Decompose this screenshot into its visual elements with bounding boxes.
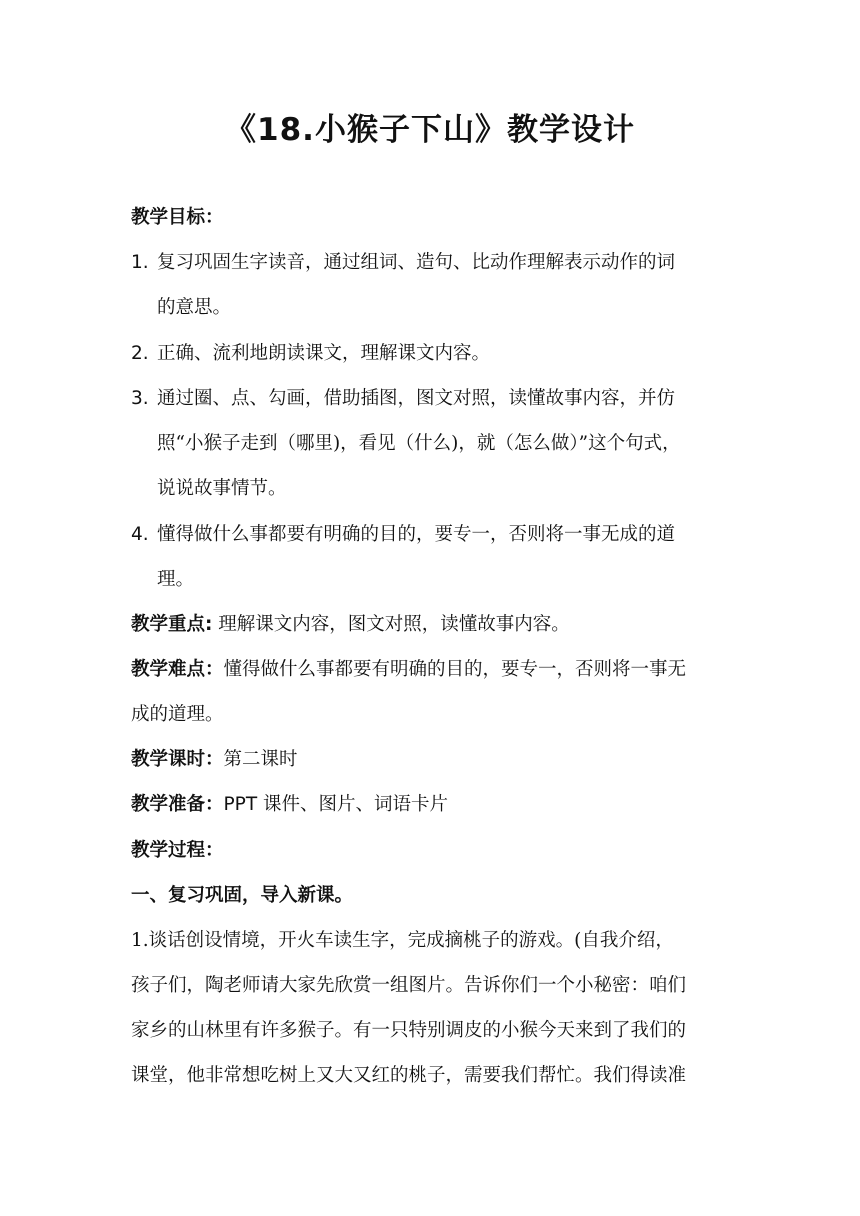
objective-line: 复习巩固生字读音，通过组词、造句、比动作理解表示动作的词 — [157, 252, 676, 273]
objective-line: 说说故事情节。 — [157, 478, 287, 499]
preparation — [131, 792, 448, 818]
objective-number: 3. — [131, 388, 149, 409]
section-heading: 一、复习巩固，导入新课。 — [131, 885, 354, 906]
objective-line: 正确、流利地朗读课文，理解课文内容。 — [157, 343, 491, 364]
key-point-text: 理解课文内容，图文对照，读懂故事内容。 — [218, 614, 570, 635]
objectives-heading: 教学目标： — [131, 207, 224, 228]
difficulty-label: 教学难点： — [131, 659, 224, 680]
difficulty-text: 懂得做什么事都要有明确的目的，要专一，否则将一事无 — [223, 659, 687, 680]
objective-number: 1. — [131, 252, 149, 273]
class-hours-label: 教学课时： — [131, 749, 224, 770]
objective-line: 懂得做什么事都要有明确的目的，要专一，否则将一事无成的道 — [157, 524, 676, 545]
objective-line: 照“小猴子走到（哪里)，看见（什么)，就（怎么做）”这个句式， — [157, 433, 681, 454]
preparation-ppt: PPT — [223, 794, 258, 815]
class-hours-text: 第二课时 — [223, 749, 298, 770]
objective-number: 2. — [131, 343, 149, 364]
paragraph-line: 课堂，他非常想吃树上又大又红的桃子，需要我们帮忙。我们得读准 — [131, 1065, 687, 1086]
paragraph-line: 1.谈话创设情境，开火车读生字，完成摘桃子的游戏。(自我介绍， — [131, 930, 674, 951]
paragraph-line: 家乡的山林里有许多猴子。有一只特别调皮的小猴今天来到了我们的 — [131, 1020, 687, 1041]
objective-line: 通过圈、点、勾画，借助插图，图文对照，读懂故事内容，并仿 — [157, 388, 676, 409]
key-point — [131, 612, 570, 638]
page-title: 《18.小猴子下山》教学设计 — [225, 112, 635, 148]
preparation-text: 课件、图片、词语卡片 — [263, 794, 449, 815]
key-point-label: 教学重点: — [131, 614, 213, 635]
objective-line: 理。 — [157, 569, 195, 590]
class-hours — [131, 747, 298, 773]
process-heading: 教学过程： — [131, 840, 224, 861]
preparation-label: 教学准备： — [131, 794, 224, 815]
difficulty-text-cont: 成的道理。 — [131, 704, 224, 725]
paragraph-line: 孩子们，陶老师请大家先欣赏一组图片。告诉你们一个小秘密：咱们 — [131, 975, 687, 996]
difficulty — [131, 657, 686, 683]
objective-line: 的意思。 — [157, 297, 232, 318]
objective-number: 4. — [131, 524, 149, 545]
